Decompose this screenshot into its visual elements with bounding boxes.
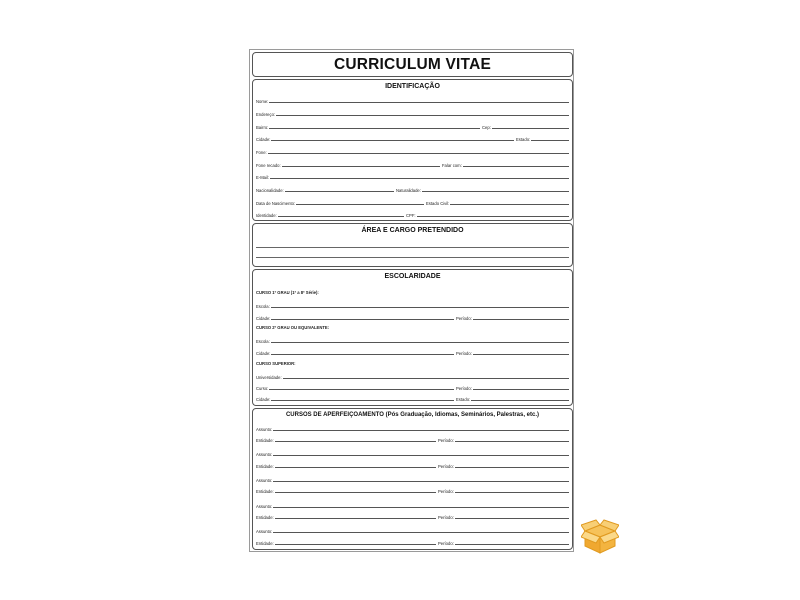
entidade5-row [256, 538, 569, 547]
cep-label: Cep: [482, 125, 491, 130]
assunto3-field[interactable] [256, 475, 569, 483]
escolaridade-title: ESCOLARIDADE [384, 273, 441, 280]
cidade3-field[interactable] [256, 394, 454, 402]
entidade2-field[interactable] [256, 461, 436, 469]
periodo-c2-field[interactable] [438, 461, 569, 469]
entidade1-row [256, 435, 569, 444]
curso-row [256, 383, 569, 392]
assunto3-row [256, 475, 569, 484]
nacionalidade-field[interactable] [256, 185, 394, 193]
endereco-label: Endereço: [256, 112, 276, 117]
periodo-c4-label: Período: [438, 515, 454, 520]
assunto4-label: Assunto: [256, 504, 273, 509]
nacionalidade-label: Nacionalidade: [256, 188, 284, 193]
email-row [256, 172, 569, 181]
data-nascimento-field[interactable] [256, 198, 424, 206]
email-field[interactable] [256, 172, 569, 180]
cidade-row [256, 134, 569, 143]
entidade4-row [256, 512, 569, 521]
fone-recado-row [256, 160, 569, 169]
estado3-field[interactable] [456, 394, 569, 402]
endereco-row [256, 109, 569, 118]
universidade-label: Universidade: [256, 375, 282, 380]
cidade-field[interactable] [256, 134, 514, 142]
cidade2-row [256, 348, 569, 357]
entidade2-row [256, 461, 569, 470]
entidade1-label: Entidade: [256, 438, 274, 443]
periodo-c3-field[interactable] [438, 486, 569, 494]
identidade-row [256, 210, 569, 219]
package-box-icon [581, 519, 619, 555]
estado-civil-field[interactable] [426, 198, 569, 206]
escola2-row [256, 336, 569, 345]
entidade2-label: Entidade: [256, 464, 274, 469]
cidade3-label: Cidade: [256, 397, 271, 402]
escola2-field[interactable] [256, 336, 569, 344]
assunto1-label: Assunto: [256, 427, 273, 432]
cidade1-field[interactable] [256, 313, 454, 321]
curso-field[interactable] [256, 383, 454, 391]
periodo3-field[interactable] [456, 383, 569, 391]
area-line-1[interactable] [256, 247, 569, 248]
assunto4-row [256, 501, 569, 510]
nome-field[interactable] [256, 96, 569, 104]
assunto5-label: Assunto: [256, 529, 273, 534]
area-section [252, 223, 573, 267]
assunto2-field[interactable] [256, 449, 569, 457]
entidade4-label: Entidade: [256, 515, 274, 520]
falar-com-field[interactable] [442, 160, 569, 168]
periodo2-field[interactable] [456, 348, 569, 356]
escola1-field[interactable] [256, 301, 569, 309]
nome-label: Nome: [256, 99, 269, 104]
identificacao-title: IDENTIFICAÇÃO [385, 83, 440, 90]
escola2-label: Escola: [256, 339, 270, 344]
nome-row [256, 96, 569, 105]
fone-field[interactable] [256, 147, 569, 155]
area-title: ÁREA E CARGO PRETENDIDO [361, 227, 464, 234]
assunto1-field[interactable] [256, 424, 569, 432]
fone-label: Fone: [256, 150, 267, 155]
escola1-row [256, 301, 569, 310]
data-nascimento-row [256, 198, 569, 207]
entidade3-field[interactable] [256, 486, 436, 494]
assunto4-field[interactable] [256, 501, 569, 509]
cep-field[interactable] [482, 122, 569, 130]
cidade1-label: Cidade: [256, 316, 271, 321]
assunto2-label: Assunto: [256, 452, 273, 457]
estado-label: Estado: [516, 137, 531, 142]
periodo-c5-label: Período: [438, 541, 454, 546]
fone-row [256, 147, 569, 156]
entidade3-label: Entidade: [256, 489, 274, 494]
periodo-c1-field[interactable] [438, 435, 569, 443]
assunto5-row [256, 526, 569, 535]
assunto1-row [256, 424, 569, 433]
entidade1-field[interactable] [256, 435, 436, 443]
cidade3-row [256, 394, 569, 403]
entidade3-row [256, 486, 569, 495]
entidade5-field[interactable] [256, 538, 436, 546]
periodo2-label: Período: [456, 351, 472, 356]
cidade2-field[interactable] [256, 348, 454, 356]
bairro-row [256, 122, 569, 131]
cv-form-sheet [249, 49, 574, 552]
falar-com-label: Falar com: [442, 163, 462, 168]
assunto5-field[interactable] [256, 526, 569, 534]
fone-recado-label: Fone recado: [256, 163, 281, 168]
periodo1-field[interactable] [456, 313, 569, 321]
curso-label: Curso: [256, 386, 269, 391]
escolaridade-section [252, 269, 573, 406]
periodo-c3-label: Período: [438, 489, 454, 494]
periodo-c2-label: Período: [438, 464, 454, 469]
bairro-label: Bairro: [256, 125, 269, 130]
cpf-field[interactable] [406, 210, 569, 218]
data-nascimento-label: Data de Nascimento: [256, 201, 296, 206]
escola1-label: Escola: [256, 304, 270, 309]
periodo-c5-field[interactable] [438, 538, 569, 546]
cursos-title: CURSOS DE APERFEIÇOAMENTO (Pós Graduação, Idiomas, Seminários, Palestras, etc.) [285, 412, 540, 418]
curso1-heading: CURSO 1º GRAU (1ª a 8ª Série): [256, 290, 319, 295]
cpf-label: CPF: [406, 213, 416, 218]
identidade-field[interactable] [256, 210, 404, 218]
endereco-field[interactable] [256, 109, 569, 117]
curso2-heading: CURSO 2º GRAU OU EQUIVALENTE: [256, 325, 330, 330]
cidade2-label: Cidade: [256, 351, 271, 356]
estado-civil-label: Estado Civil: [426, 201, 450, 206]
estado-field[interactable] [516, 134, 569, 142]
bairro-field[interactable] [256, 122, 480, 130]
title-box [252, 52, 573, 77]
periodo-c4-field[interactable] [438, 512, 569, 520]
periodo3-label: Período: [456, 386, 472, 391]
universidade-field[interactable] [256, 372, 569, 380]
nacionalidade-row [256, 185, 569, 194]
periodo1-label: Período: [456, 316, 472, 321]
identidade-label: Identidade: [256, 213, 277, 218]
curso-superior-heading: CURSO SUPERIOR: [256, 361, 296, 366]
estado3-label: Estado: [456, 397, 471, 402]
cidade1-row [256, 313, 569, 322]
entidade4-field[interactable] [256, 512, 436, 520]
assunto3-label: Assunto: [256, 478, 273, 483]
cursos-section [252, 408, 573, 550]
identificacao-section [252, 79, 573, 221]
fone-recado-field[interactable] [256, 160, 440, 168]
email-label: E-Mail: [256, 175, 270, 180]
assunto2-row [256, 449, 569, 458]
entidade5-label: Entidade: [256, 541, 274, 546]
cidade-label: Cidade: [256, 137, 271, 142]
naturalidade-field[interactable] [396, 185, 569, 193]
periodo-c1-label: Período: [438, 438, 454, 443]
naturalidade-label: Naturalidade: [396, 188, 421, 193]
area-line-2[interactable] [256, 257, 569, 258]
document-title: CURRICULUM VITAE [333, 56, 492, 73]
universidade-row [256, 372, 569, 381]
